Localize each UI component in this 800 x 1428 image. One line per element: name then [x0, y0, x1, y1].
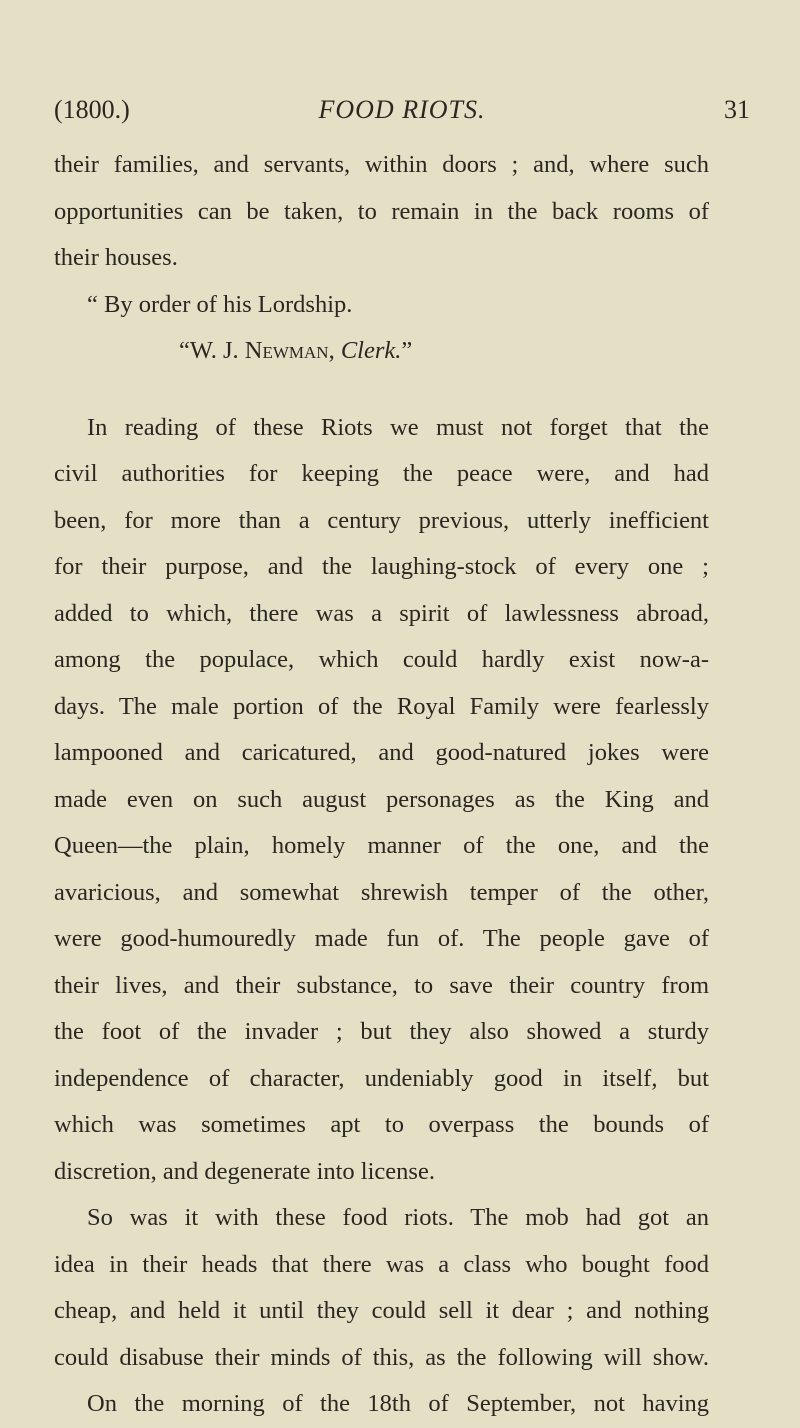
text-line: Queen—the plain, homely manner of the one, and the [54, 832, 709, 859]
signature-line [54, 328, 709, 375]
text-line: added to which, there was a spirit of lawlessness abroad, [54, 599, 709, 627]
text-line: “ By order of his Lordship. [87, 290, 353, 318]
text-line: which was sometimes apt to overpass the bounds of [54, 1111, 709, 1138]
text-line: civil authorities for keeping the peace were, and had [54, 460, 709, 487]
signature-title: Clerk. [340, 337, 402, 364]
signature-prefix: “W. J. [179, 337, 245, 364]
header-title: FOOD RIOTS. [318, 95, 486, 124]
text-line: made even on such august personages as the King and [54, 785, 709, 813]
text-line: their houses. [54, 244, 178, 271]
text-line: lampooned and caricatured, and good-natured jokes were [54, 739, 709, 766]
text-line: been, for more than a century previous, utterly inefficient [54, 506, 709, 534]
running-header [54, 95, 750, 135]
text-line: could disabuse their minds of this, as the following will show. [54, 1343, 709, 1371]
text-line: So was it with these food riots. The mob had got an [87, 1204, 709, 1231]
header-date: (1800.) [54, 95, 130, 124]
text-line: independence of character, undeniably good in itself, but [54, 1064, 709, 1092]
signature-close: ” [401, 337, 413, 364]
text-line: opportunities can be taken, to remain in the back rooms of [54, 197, 709, 225]
text-line: avaricious, and somewhat shrewish temper of the other, [54, 878, 709, 906]
text-line: In reading of these Riots we must not forget that the [87, 413, 709, 441]
text-line: their families, and servants, within doors ; and, where such [54, 151, 709, 178]
text-line: cheap, and held it until they could sell it dear ; and nothing [54, 1297, 709, 1324]
text-line: days. The male portion of the Royal Family were fearlessly [54, 692, 709, 720]
text-line: On the morning of the 18th of September, not having [87, 1390, 709, 1417]
text-line: discretion, and degenerate into license. [54, 1157, 435, 1185]
text-line: were good-humouredly made fun of. The people gave of [54, 925, 709, 952]
body-text [54, 142, 709, 1428]
text-line: the foot of the invader ; but they also showed a sturdy [54, 1018, 709, 1045]
text-line: among the populace, which could hardly exist now-a- [54, 646, 709, 673]
text-line: idea in their heads that there was a class who bought food [54, 1250, 709, 1278]
page-number: 31 [724, 95, 750, 124]
text-line: their lives, and their substance, to save their country from [54, 971, 709, 999]
signature-name: Newman, [244, 337, 335, 364]
paragraph-gap [54, 375, 709, 405]
text-line: for their purpose, and the laughing-stock of every one ; [54, 553, 709, 580]
